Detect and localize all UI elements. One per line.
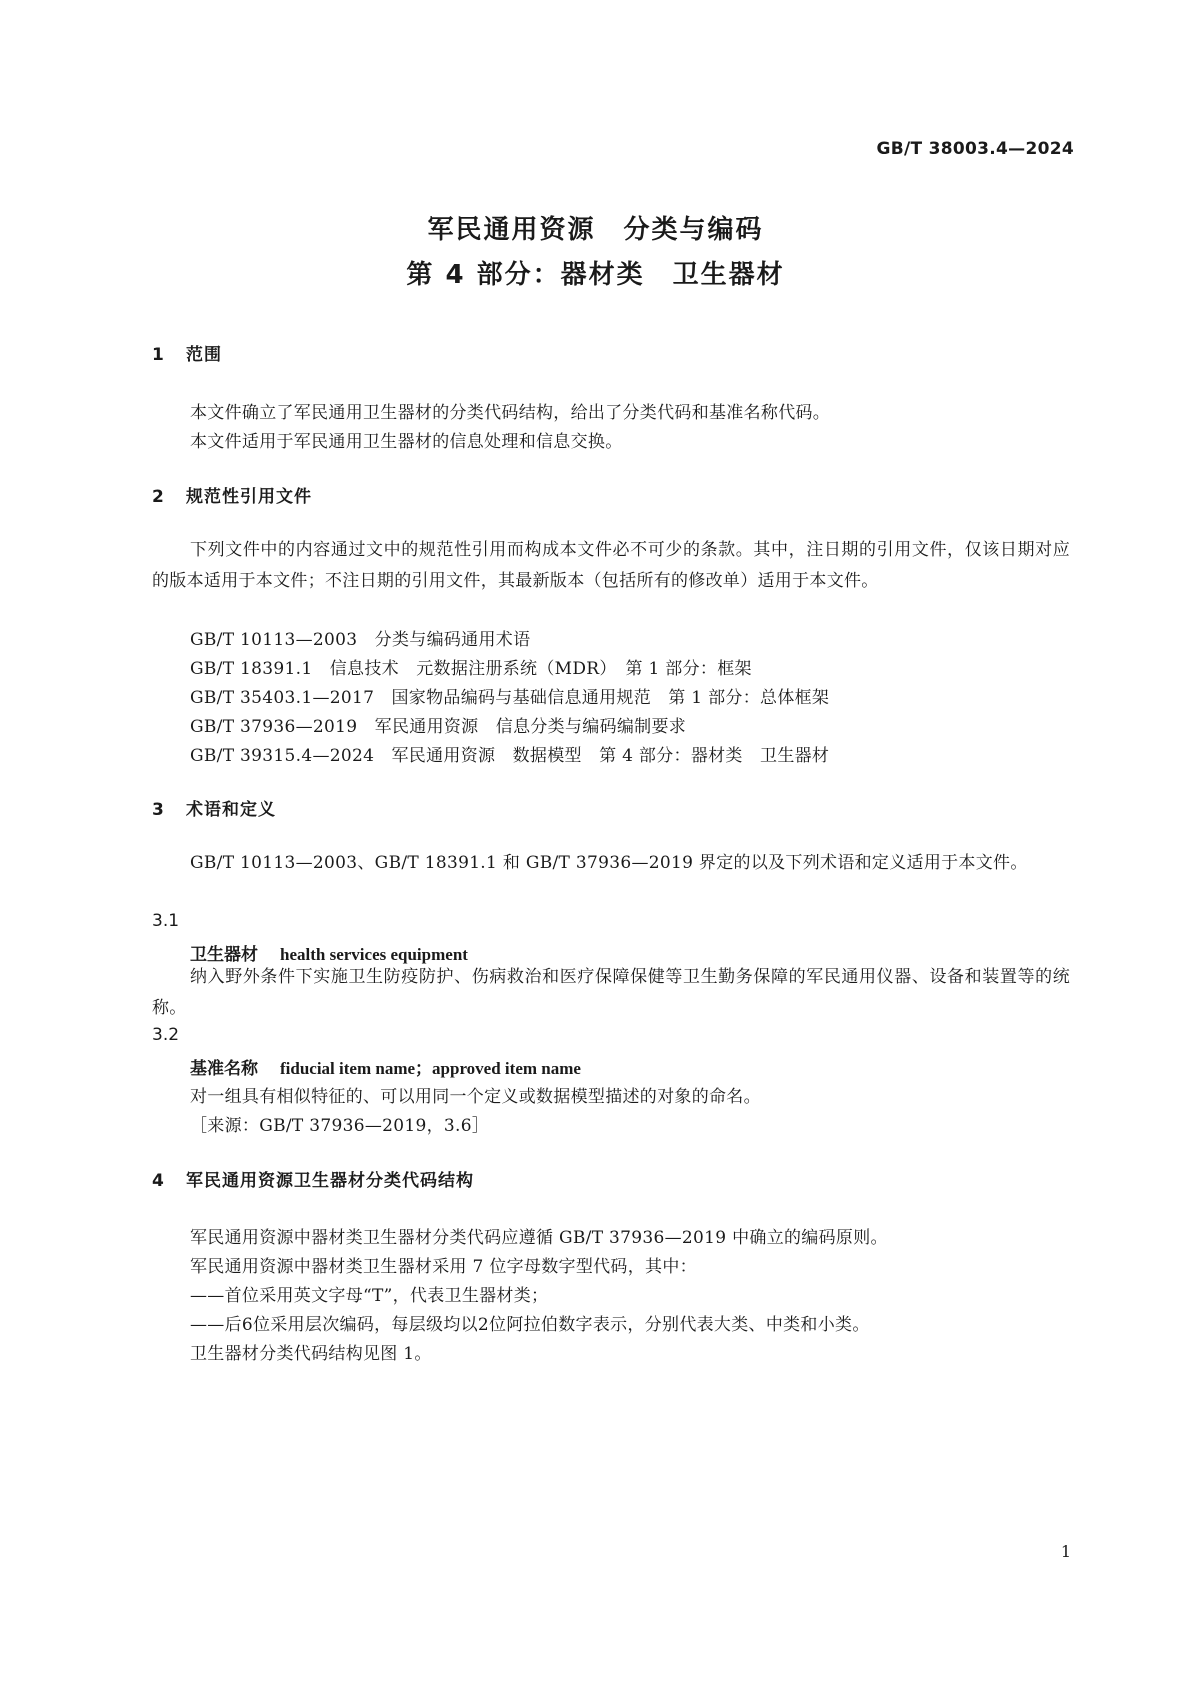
term-english: health services equipment — [280, 945, 468, 964]
paragraph: 军民通用资源中器材类卫生器材分类代码应遵循 GB/T 37936—2019 中确立的编码原则。 — [190, 1228, 888, 1248]
list-item: ——首位采用英文字母“T”，代表卫生器材类； — [190, 1286, 549, 1306]
reference-item: GB/T 39315.4—2024 军民通用资源 数据模型 第 4 部分：器材类 卫生器材 — [190, 746, 830, 766]
section-number: 1 — [152, 345, 165, 365]
section-number: 4 — [152, 1171, 165, 1191]
list-item: ——后6位采用层次编码，每层级均以2位阿拉伯数字表示，分别代表大类、中类和小类。 — [190, 1315, 870, 1335]
standard-code: GB/T 38003.4—2024 — [876, 139, 1074, 159]
section-1-heading — [152, 340, 222, 365]
section-title: 术语和定义 — [186, 800, 276, 820]
document-title-line2: 第 4 部分：器材类 卫生器材 — [406, 260, 785, 290]
paragraph: 本文件确立了军民通用卫生器材的分类代码结构，给出了分类代码和基准名称代码。 — [190, 403, 831, 423]
paragraph: GB/T 10113—2003、GB/T 18391.1 和 GB/T 37936—2019 界定的以及下列术语和定义适用于本文件。 — [190, 853, 1028, 873]
term-source: ［来源：GB/T 37936—2019，3.6］ — [190, 1116, 490, 1136]
section-number: 3 — [152, 800, 165, 820]
term-chinese: 基准名称 — [190, 1059, 258, 1079]
section-title: 军民通用资源卫生器材分类代码结构 — [186, 1171, 474, 1191]
section-4-heading — [152, 1166, 474, 1191]
document-title-line1: 军民通用资源 分类与编码 — [427, 215, 764, 245]
term-chinese: 卫生器材 — [190, 945, 258, 965]
section-3-heading — [152, 795, 276, 820]
term-number: 3.2 — [152, 1025, 180, 1045]
section-number: 2 — [152, 487, 165, 507]
reference-item: GB/T 35403.1—2017 国家物品编码与基础信息通用规范 第 1 部分：总体框架 — [190, 688, 830, 708]
term-english: fiducial item name；approved item name — [280, 1059, 581, 1078]
reference-item: GB/T 37936—2019 军民通用资源 信息分类与编码编制要求 — [190, 717, 687, 737]
paragraph: 下列文件中的内容通过文中的规范性引用而构成本文件必不可少的条款。其中，注日期的引用文件，仅该日期对应的版本适用于本文件；不注日期的引用文件，其最新版本（包括所有的修改单）适用于本文件。 — [152, 540, 1070, 591]
term-entry — [190, 1054, 581, 1079]
term-number: 3.1 — [152, 911, 180, 931]
reference-item: GB/T 10113—2003 分类与编码通用术语 — [190, 630, 531, 650]
section-2-heading — [152, 482, 312, 507]
paragraph: 本文件适用于军民通用卫生器材的信息处理和信息交换。 — [190, 432, 623, 452]
term-definition: 纳入野外条件下实施卫生防疫防护、伤病救治和医疗保障保健等卫生勤务保障的军民通用仪器、设备和装置等的统称。 — [152, 967, 1070, 1018]
section-title: 范围 — [186, 345, 222, 365]
paragraph: 卫生器材分类代码结构见图 1。 — [190, 1344, 432, 1364]
paragraph: 军民通用资源中器材类卫生器材采用 7 位字母数字型代码，其中： — [190, 1257, 697, 1277]
section-title: 规范性引用文件 — [186, 487, 312, 507]
term-definition: 对一组具有相似特征的、可以用同一个定义或数据模型描述的对象的命名。 — [190, 1087, 761, 1107]
reference-item: GB/T 18391.1 信息技术 元数据注册系统（MDR） 第 1 部分：框架 — [190, 659, 752, 679]
page-number: 1 — [1060, 1542, 1071, 1561]
